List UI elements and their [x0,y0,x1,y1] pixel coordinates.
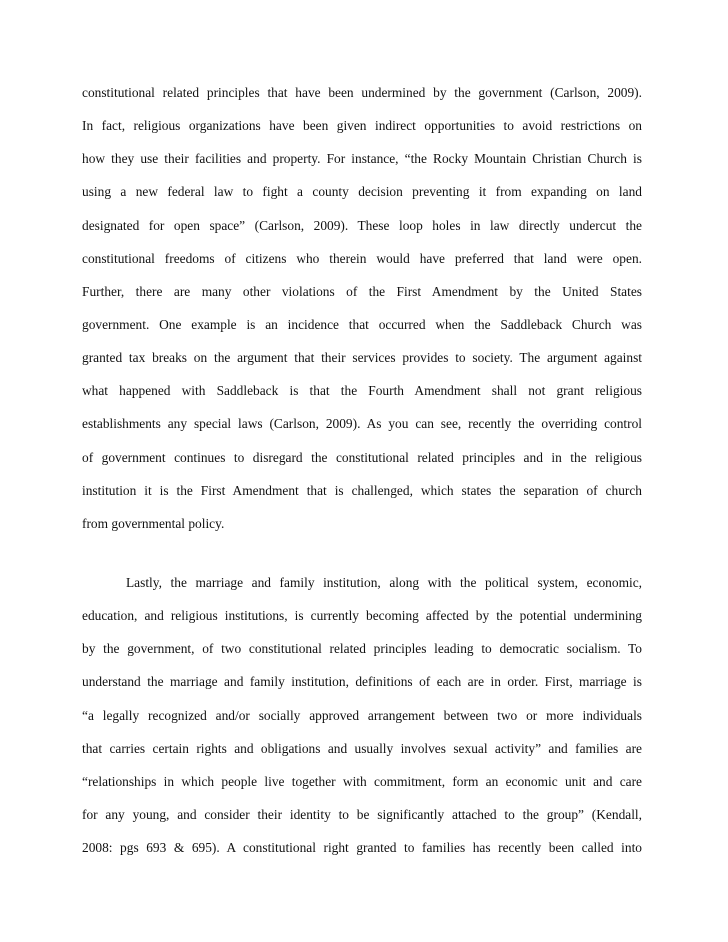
text-line: constitutional related principles that have been undermined by the government (Carlson, 2009). [82,85,642,100]
text-line: establishments any special laws (Carlson, 2009). As you can see, recently the overriding control [82,416,642,432]
text-line: for any young, and consider their identity to be significantly attached to the group” (Kendall, [82,806,642,822]
paragraph-gap [82,548,642,574]
text-line: that carries certain rights and obligations and usually involves sexual activity” and families are [82,740,642,756]
text-line: “relationships in which people live together with commitment, form an economic unit and care [82,773,642,789]
text-line: constitutional freedoms of citizens who therein would have preferred that land were open. [82,250,642,266]
text-line: using a new federal law to fight a county decision preventing it from expanding on land [82,184,642,200]
text-line: “a legally recognized and/or socially approved arrangement between two or more individuals [82,707,642,723]
text-line: from governmental policy. [82,515,225,531]
text-line: 2008: pgs 693 & 695). A constitutional right granted to families has recently been called into [82,840,642,856]
text-line: government. One example is an incidence that occurred when the Saddleback Church was [82,316,642,332]
paragraph-1 [82,84,642,548]
text-line: how they use their facilities and property. For instance, “the Rocky Mountain Christian Church is [82,151,642,167]
text-line: Lastly, the marriage and family institution, along with the political system, economic, [126,574,642,590]
text-line: designated for open space” (Carlson, 2009). These loop holes in law directly undercut the [82,217,642,233]
text-line: Further, there are many other violations of the First Amendment by the United States [82,283,642,299]
text-line: understand the marriage and family institution, definitions of each are in order. First, marriage is [82,674,642,690]
text-line: what happened with Saddleback is that the Fourth Amendment shall not grant religious [82,383,642,399]
text-line: institution it is the First Amendment that is challenged, which states the separation of church [82,482,642,498]
text-line: of government continues to disregard the constitutional related principles and in the religious [82,449,642,465]
text-line: education, and religious institutions, is currently becoming affected by the potential undermining [82,608,642,624]
text-line: granted tax breaks on the argument that their services provides to society. The argument against [82,350,642,366]
paragraph-2 [82,574,642,872]
text-line: by the government, of two constitutional related principles leading to democratic socialism. To [82,641,642,657]
document-body [82,84,642,872]
text-line: In fact, religious organizations have been given indirect opportunities to avoid restrictions on [82,118,642,134]
